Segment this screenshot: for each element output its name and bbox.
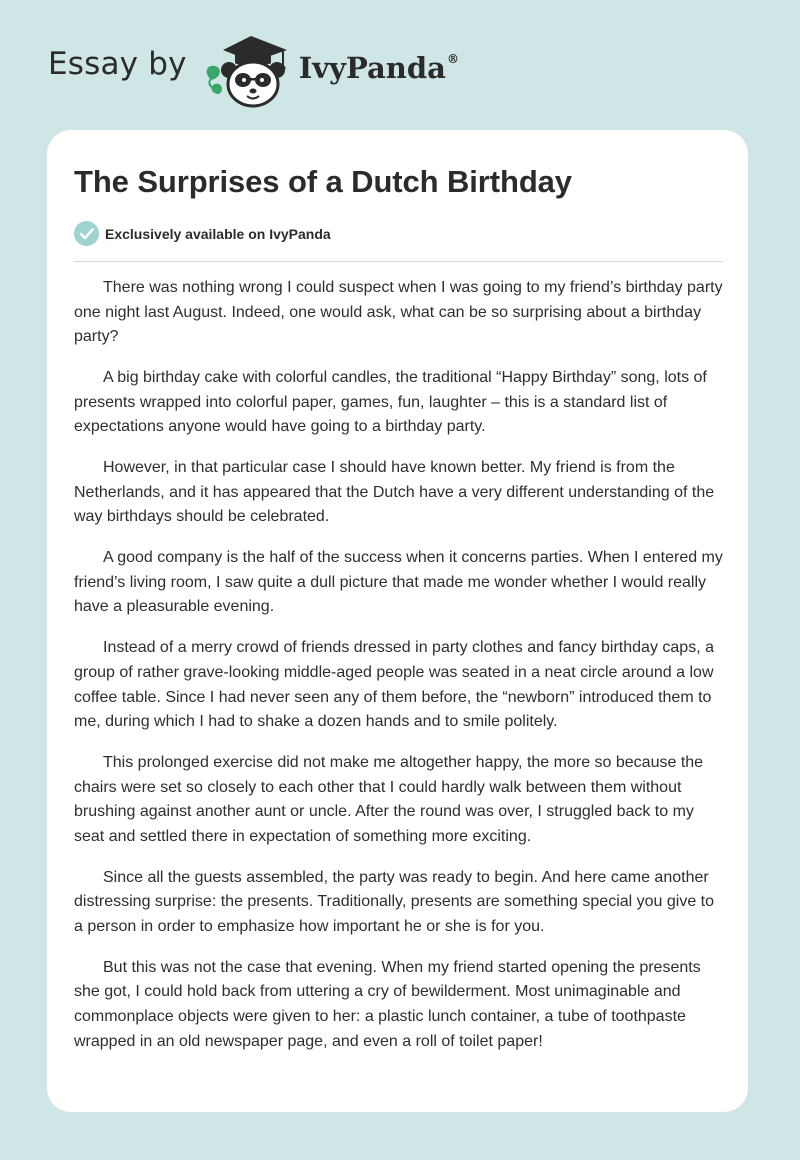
exclusive-badge-label: Exclusively available on IvyPanda: [105, 225, 331, 242]
paragraph: A good company is the half of the success when it concerns parties. When I entered my friend’s living room, I saw quite a dull picture that made me wonder whether I would really have a pleasurable evening.: [74, 549, 723, 616]
exclusive-badge: [74, 221, 331, 246]
paragraph: This prolonged exercise did not make me altogether happy, the more so because the chairs were set so closely to each other that I could hardly walk between them without brushing against another aunt or uncle. After the round was over, I struggled back to my seat and settled there in expectation of something more exciting.: [74, 753, 704, 845]
essay-body: [74, 276, 725, 1070]
page-title: The Surprises of a Dutch Birthday: [74, 164, 572, 199]
paragraph: Instead of a merry crowd of friends dressed in party clothes and fancy birthday caps, a group of rather grave-looking middle-aged people was seated in a neat circle around a low coffee table. Since I had never seen any of them before, the “newborn” introduced them to me, during which I had to shake a dozen hands and to smile politely.: [74, 639, 714, 731]
title-divider: [74, 261, 723, 262]
panda-graduate-icon: [201, 28, 293, 112]
essay-card: [47, 130, 748, 1112]
essay-by-label: Essay by: [48, 46, 187, 82]
check-circle-icon: [74, 221, 99, 246]
registered-mark: ®: [446, 52, 459, 67]
paragraph: However, in that particular case I should have known better. My friend is from the Netherlands, and it has appeared that the Dutch have a very different understanding of the way birthdays should be celebrated.: [74, 459, 715, 526]
site-header: [48, 28, 459, 112]
brand-name: [299, 51, 459, 85]
brand-text: IvyPanda: [298, 51, 446, 85]
paragraph: Since all the guests assembled, the party was ready to begin. And here came another distressing surprise: the presents. Traditionally, presents are something special you give to a person in order to emphasize how important he or she is for you.: [74, 868, 715, 935]
paragraph: A big birthday cake with colorful candles, the traditional “Happy Birthday” song, lots of presents wrapped into colorful paper, games, fun, laughter – this is a standard list of expectations anyone would have going to a birthday party.: [74, 369, 707, 436]
paragraph: There was nothing wrong I could suspect when I was going to my friend’s birthday party one night last August. Indeed, one would ask, what can be so surprising about a birthday party?: [74, 279, 723, 346]
paragraph: But this was not the case that evening. When my friend started opening the presents she got, I could hold back from uttering a cry of bewilderment. Most unimaginable and commonplace objects were given to her: a plastic lunch container, a tube of toothpaste wrapped in an old newspaper page, and even a roll of toilet paper!: [74, 958, 701, 1050]
